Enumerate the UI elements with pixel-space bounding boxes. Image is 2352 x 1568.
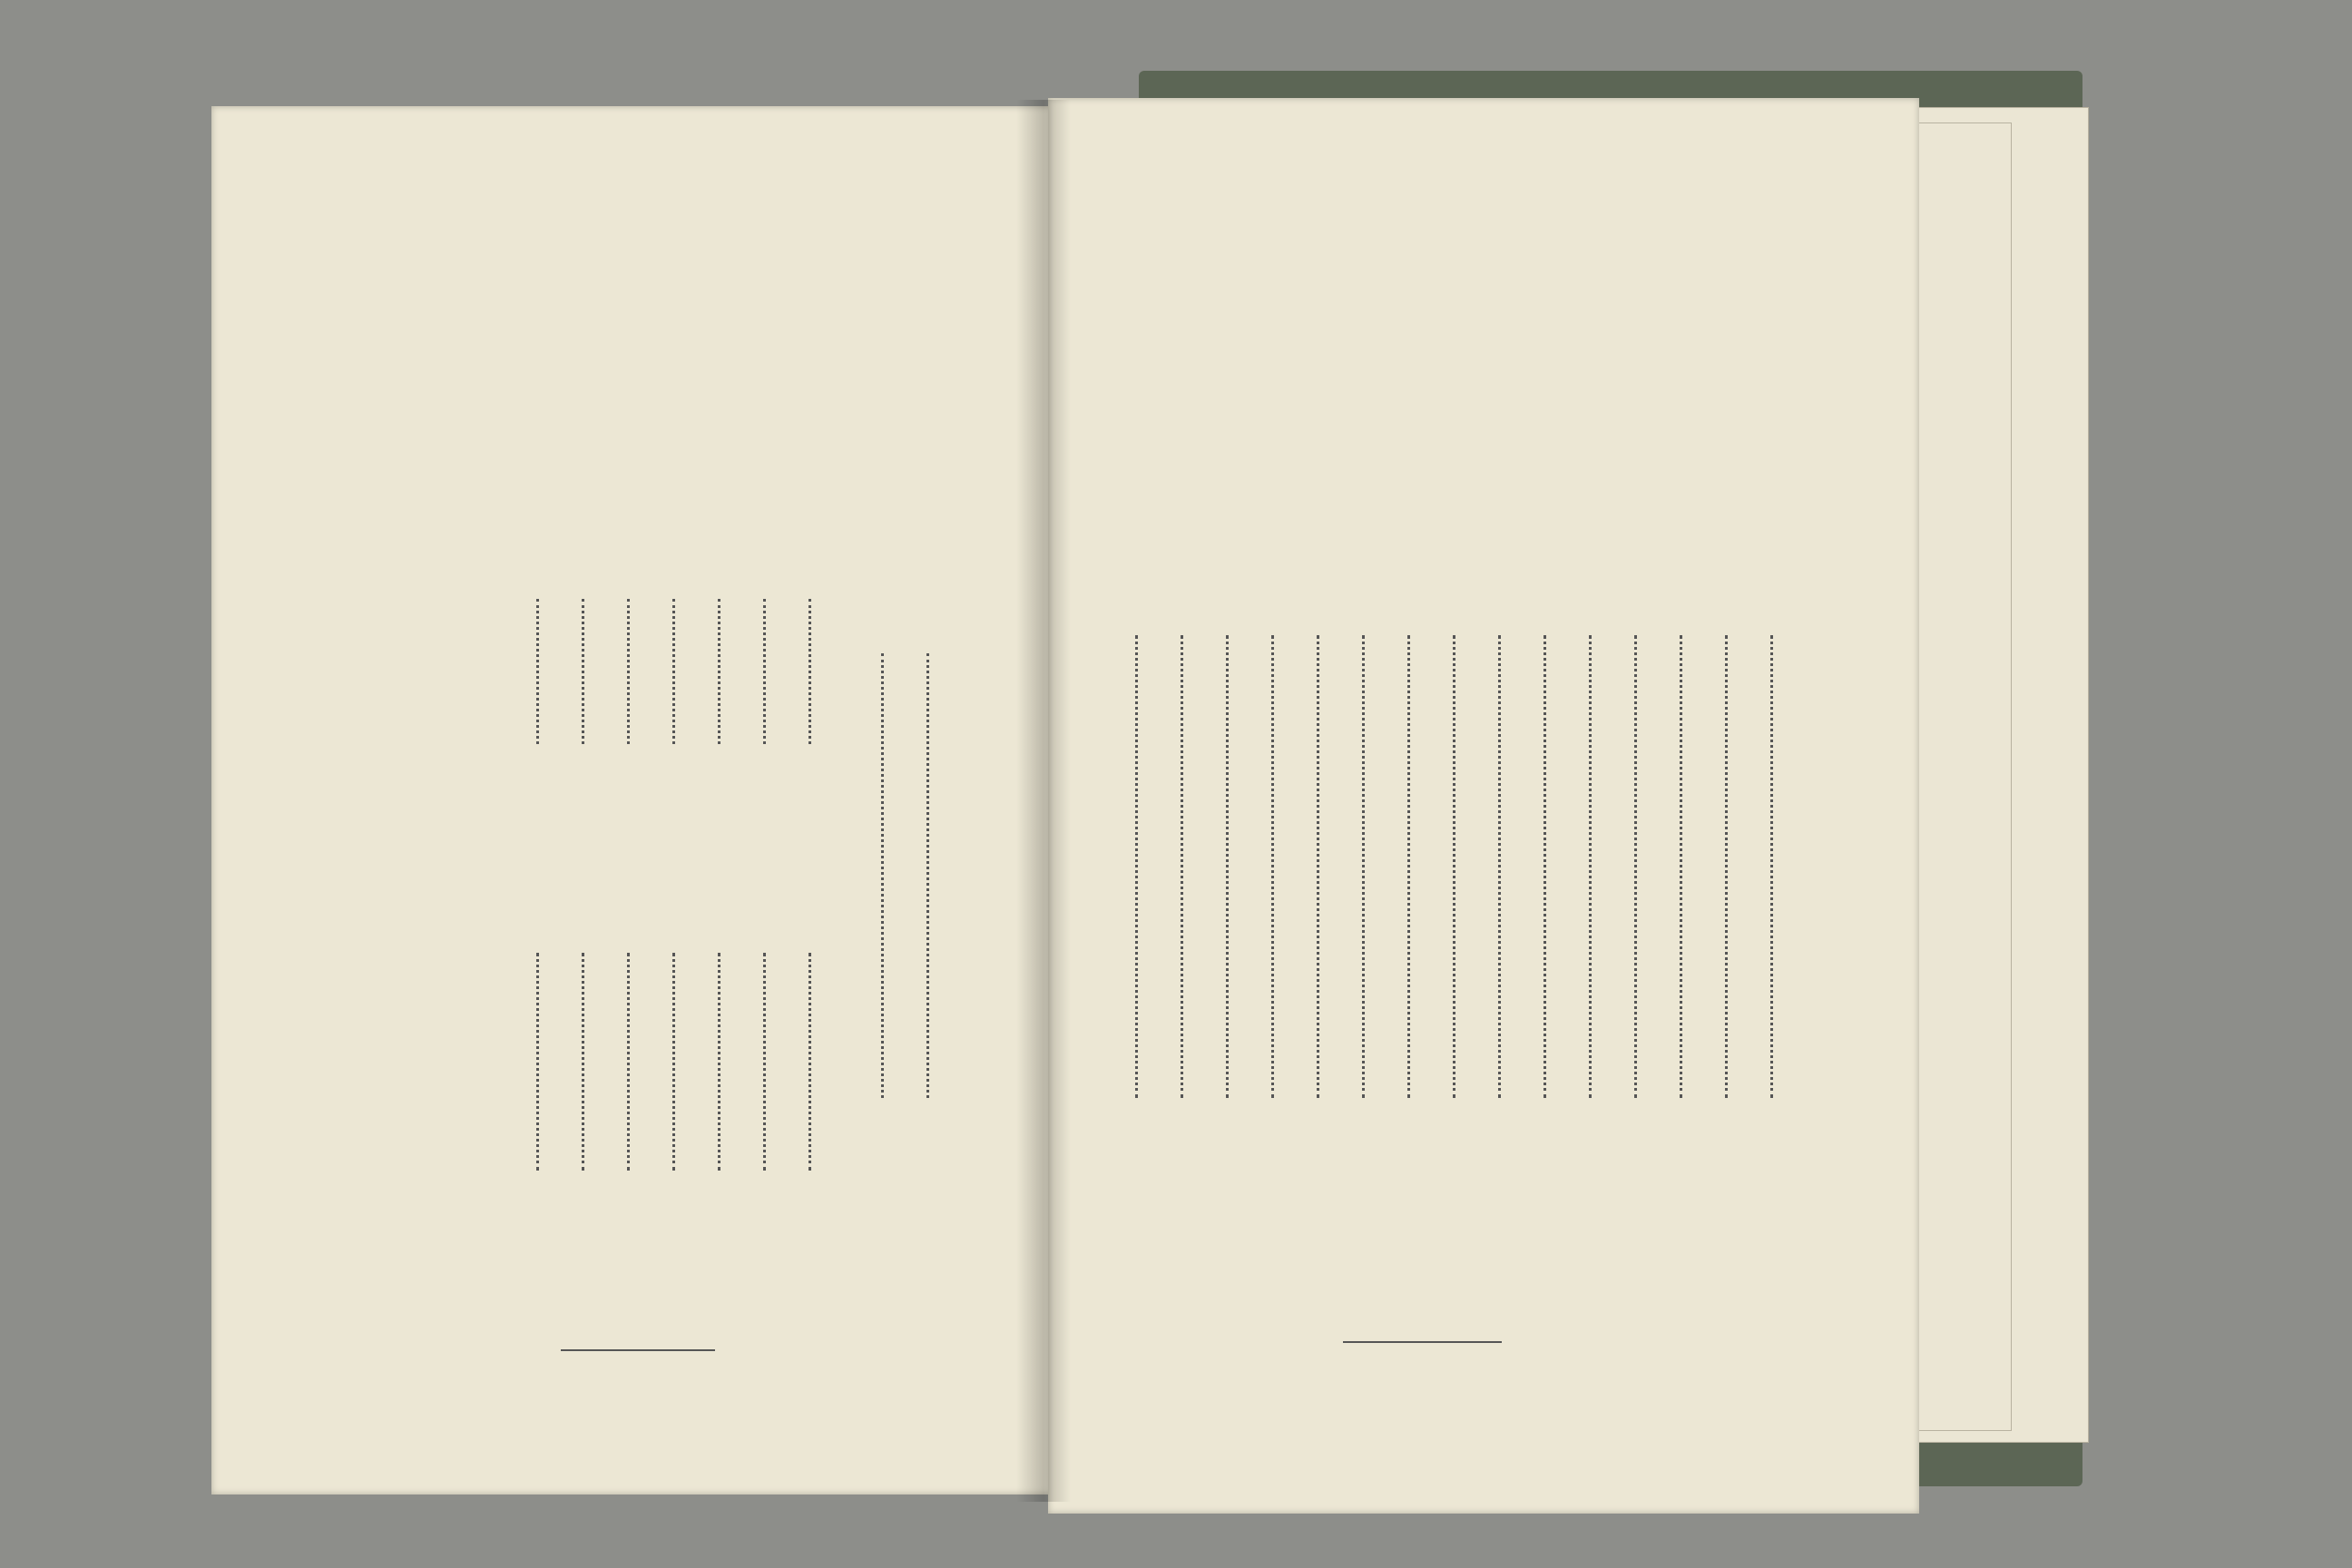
toc-page-ref bbox=[797, 1180, 822, 1234]
dot-leader bbox=[582, 953, 584, 1171]
toc-page-ref bbox=[1169, 1112, 1194, 1293]
dot-leader bbox=[672, 953, 675, 1171]
dot-leader bbox=[536, 599, 539, 744]
toc-entry-title bbox=[699, 349, 739, 599]
dot-leader bbox=[627, 953, 630, 1171]
toc-entry-title bbox=[517, 808, 557, 953]
toc-entry-title bbox=[1661, 349, 1700, 635]
dot-leader bbox=[1362, 635, 1365, 1098]
toc-entry-title bbox=[744, 349, 784, 599]
toc-page-ref bbox=[1622, 1112, 1648, 1293]
dot-leader bbox=[881, 653, 884, 1098]
toc-page-ref bbox=[1350, 1112, 1376, 1293]
toc-entry-title bbox=[789, 349, 829, 599]
toc-page-ref bbox=[751, 753, 777, 789]
toc-entry-title bbox=[1207, 349, 1247, 635]
toc-entry-title bbox=[1479, 349, 1519, 635]
dot-leader bbox=[1271, 635, 1274, 1098]
toc-entry-title bbox=[1434, 349, 1474, 635]
dot-leader bbox=[763, 953, 766, 1171]
book-gutter bbox=[1016, 100, 1071, 1502]
dot-leader bbox=[808, 953, 811, 1171]
dot-leader bbox=[1407, 635, 1410, 1098]
toc-page-ref bbox=[1759, 1112, 1784, 1293]
dot-leader bbox=[926, 653, 929, 1098]
toc-page-ref bbox=[524, 1180, 550, 1234]
dot-leader bbox=[672, 599, 675, 744]
dot-leader bbox=[1680, 635, 1682, 1098]
toc-entry-title bbox=[789, 808, 829, 953]
toc-entry-title bbox=[699, 808, 739, 953]
toc-page-ref bbox=[915, 1112, 940, 1211]
dot-leader bbox=[1498, 635, 1501, 1098]
toc-page-ref bbox=[570, 1180, 595, 1234]
toc-entry-title bbox=[1706, 349, 1746, 635]
toc-page-ref bbox=[1486, 1112, 1512, 1293]
toc-page-ref bbox=[570, 753, 595, 789]
toc-entry-title bbox=[1615, 349, 1655, 635]
toc-page-ref bbox=[1123, 1112, 1149, 1293]
toc-entry-title bbox=[517, 349, 557, 599]
toc-page-ref bbox=[524, 753, 550, 789]
toc-page-ref bbox=[1441, 1112, 1466, 1293]
dot-leader bbox=[1135, 635, 1138, 1098]
dot-leader bbox=[718, 599, 720, 744]
toc-page-ref bbox=[797, 753, 822, 789]
toc-entry-title bbox=[1161, 349, 1201, 635]
dot-leader bbox=[536, 953, 539, 1171]
running-head bbox=[561, 1324, 715, 1349]
toc-entry-title bbox=[653, 349, 693, 599]
toc-entry-title bbox=[563, 808, 603, 953]
toc-entry-title bbox=[1751, 349, 1791, 635]
toc-page-ref bbox=[1713, 1112, 1739, 1293]
dot-leader bbox=[1181, 635, 1183, 1098]
dot-leader bbox=[1634, 635, 1637, 1098]
toc-entry-title bbox=[608, 349, 648, 599]
toc-page-ref bbox=[1668, 1112, 1693, 1293]
dot-leader bbox=[1544, 635, 1546, 1098]
running-head-rule bbox=[561, 1349, 715, 1351]
dot-leader bbox=[1226, 635, 1229, 1098]
toc-entry-title bbox=[744, 808, 784, 953]
toc-page-ref bbox=[869, 1112, 895, 1211]
toc-entry-title bbox=[862, 349, 902, 653]
dot-leader bbox=[1317, 635, 1319, 1098]
dot-leader bbox=[808, 599, 811, 744]
toc-page-ref bbox=[1259, 1112, 1285, 1293]
toc-page-ref bbox=[661, 753, 686, 789]
dot-leader bbox=[1725, 635, 1728, 1098]
dot-leader bbox=[1453, 635, 1455, 1098]
toc-entry-title bbox=[1570, 349, 1610, 635]
toc-entry-title bbox=[608, 808, 648, 953]
toc-page-ref bbox=[1532, 1112, 1557, 1293]
toc-page-ref bbox=[661, 1180, 686, 1234]
toc-page-ref bbox=[615, 753, 641, 789]
toc-entry-title bbox=[1388, 349, 1428, 635]
toc-page-ref bbox=[1214, 1112, 1240, 1293]
right-page bbox=[1048, 98, 1919, 1514]
toc-entry-title bbox=[653, 808, 693, 953]
dot-leader bbox=[582, 599, 584, 744]
dot-leader bbox=[718, 953, 720, 1171]
toc-page-ref bbox=[1305, 1112, 1330, 1293]
left-page bbox=[211, 106, 1051, 1494]
dot-leader bbox=[1589, 635, 1592, 1098]
toc-page-ref bbox=[706, 1180, 731, 1234]
toc-entry-title bbox=[563, 349, 603, 599]
toc-entry-title bbox=[1343, 349, 1383, 635]
running-head bbox=[1343, 1316, 1502, 1341]
dot-leader bbox=[1770, 635, 1773, 1098]
toc-entry-title bbox=[907, 349, 947, 653]
dot-leader bbox=[763, 599, 766, 744]
toc-page-ref bbox=[1577, 1112, 1602, 1293]
toc-page-ref bbox=[1396, 1112, 1421, 1293]
running-head-rule bbox=[1343, 1341, 1502, 1343]
toc-page-ref bbox=[751, 1180, 777, 1234]
dot-leader bbox=[627, 599, 630, 744]
toc-page-ref bbox=[706, 753, 731, 789]
toc-entry-title bbox=[1298, 349, 1338, 635]
toc-entry-title bbox=[1524, 349, 1564, 635]
toc-page-ref bbox=[615, 1180, 641, 1234]
toc-entry-title bbox=[1252, 349, 1292, 635]
toc-entry-title bbox=[1116, 349, 1156, 635]
